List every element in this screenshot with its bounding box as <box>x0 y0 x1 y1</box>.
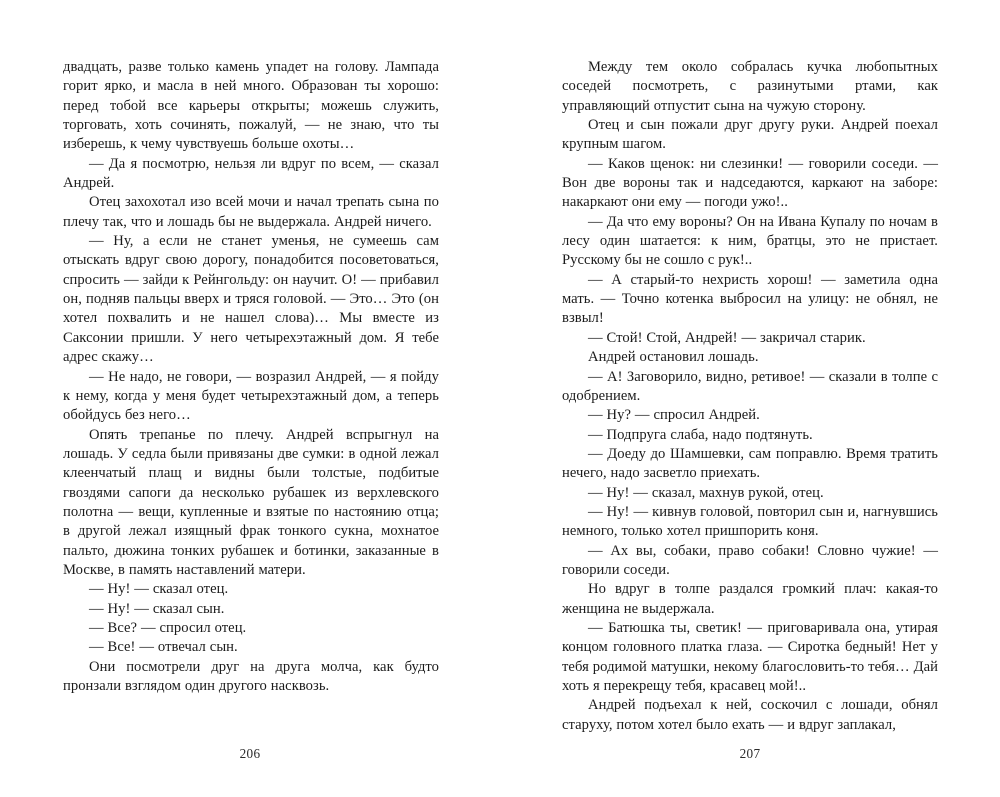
paragraph: — Ну! — сказал, махнув рукой, отец. <box>588 484 824 501</box>
paragraph: Они посмотрели друг на друга молча, как будто пронзали взглядом один другого насквозь. <box>63 658 439 694</box>
paragraph: — Не надо, не говори, — возразил Андрей, — я пойду к нему, когда у меня будет четырехэтажный дом, а теперь обойдусь без него… <box>63 368 439 424</box>
paragraph: — Все! — отвечал сын. <box>89 639 238 656</box>
paragraph: — Стой! Стой, Андрей! — закричал старик. <box>588 329 866 346</box>
paragraph: — Батюшка ты, светик! — приговаривала она, утирая концом головного платка глаза. — Сиротка бедный! Нет у тебя родимой матушки, некому благословить-то тебя… Дай хоть я перекрещу тебя, красавец мой!.. <box>562 619 938 694</box>
paragraph: — Да я посмотрю, нельзя ли вдруг по всем, — сказал Андрей. <box>63 155 439 192</box>
paragraph: — А старый-то нехристь хорош! — заметила одна мать. — Точно котенка выбросил на улицу: не обнял, не взвыл! <box>562 271 938 327</box>
page-left-folio: 206 <box>239 746 261 761</box>
paragraph: — Ах вы, собаки, право собаки! Словно чужие! — говорили соседи. <box>562 542 938 578</box>
paragraph: — Ну, а если не станет уменья, не сумеешь сам отыскать вдруг свою дорогу, понадобится посоветоваться, спросить — зайди к Рейнгольду: он научит. О! — прибавил он, подняв пальцы вверх и тряся головой. — Это… Это (он хотел похвалить и не нашел слова)… Мы вместе из Саксонии пришли. У него четырехэтажный дом. Я тебе адрес скажу… <box>63 233 439 366</box>
paragraph: Между тем около собралась кучка любопытных соседей посмотреть, с разинутыми ртами, как управляющий отпустит сына на чужую сторону. <box>562 59 938 114</box>
paragraph: — Все? — спросил отец. <box>89 619 247 636</box>
paragraph: Но вдруг в толпе раздался громкий плач: какая-то женщина не выдержала. <box>562 581 938 617</box>
page-right <box>500 0 1000 797</box>
paragraph: — А! Заговорило, видно, ретивое! — сказали в толпе с одобрением. <box>562 368 938 404</box>
paragraph: — Ну! — сказал отец. <box>89 581 229 598</box>
paragraph: Андрей подъехал к ней, соскочил с лошади, обнял старуху, потом хотел было ехать — и вдруг заплакал, <box>562 697 938 733</box>
page-left-textblock <box>63 58 439 696</box>
paragraph: — Подпруга слаба, надо подтянуть. <box>588 426 813 443</box>
paragraph: — Ну! — сказал сын. <box>89 600 225 617</box>
paragraph: Андрей остановил лошадь. <box>588 349 759 366</box>
paragraph: двадцать, разве только камень упадет на голову. Лампада горит ярко, и масла в ней много. Образован ты хорошо: перед тобой все карьеры открыты; можешь служить, торговать, хоть сочинять, пожалуй, — не знаю, что ты изберешь, к чему чувствуешь больше охоты… <box>63 59 439 153</box>
paragraph: — Доеду до Шамшевки, сам поправлю. Время тратить нечего, надо засветло приехать. <box>562 445 938 482</box>
page-right-textblock <box>562 58 938 735</box>
paragraph: — Ну! — кивнув головой, повторил сын и, нагнувшись немного, только хотел пришпорить коня. <box>562 503 938 540</box>
paragraph: — Ну? — спросил Андрей. <box>588 407 760 424</box>
paragraph: — Да что ему вороны? Он на Ивана Купалу по ночам в лесу один шатается: к ним, братцы, это не пристает. Русскому бы не сошло с рук!.. <box>562 213 938 269</box>
paragraph: — Каков щенок: ни слезинки! — говорили соседи. — Вон две вороны так и надседаются, каркают на заборе: накаркают они ему — погоди ужо!.. <box>562 155 938 211</box>
paragraph: Опять трепанье по плечу. Андрей вспрыгнул на лошадь. У седла были привязаны две сумки: в одной лежал клеенчатый плащ и видны были толстые, подбитые гвоздями сапоги да несколько рубашек из верхлевского полотна — вещи, купленные и взятые по настоянию отца; в другой лежал изящный фрак тонкого сукна, мохнатое пальто, дюжина тонких рубашек и ботинки, заказанные в Москве, в память наставлений матери. <box>63 426 439 578</box>
paragraph: Отец захохотал изо всей мочи и начал трепать сына по плечу так, что и лошадь бы не выдержала. Андрей ничего. <box>63 194 439 230</box>
paragraph: Отец и сын пожали друг другу руки. Андрей поехал крупным шагом. <box>562 117 938 153</box>
page-right-folio: 207 <box>739 746 761 761</box>
